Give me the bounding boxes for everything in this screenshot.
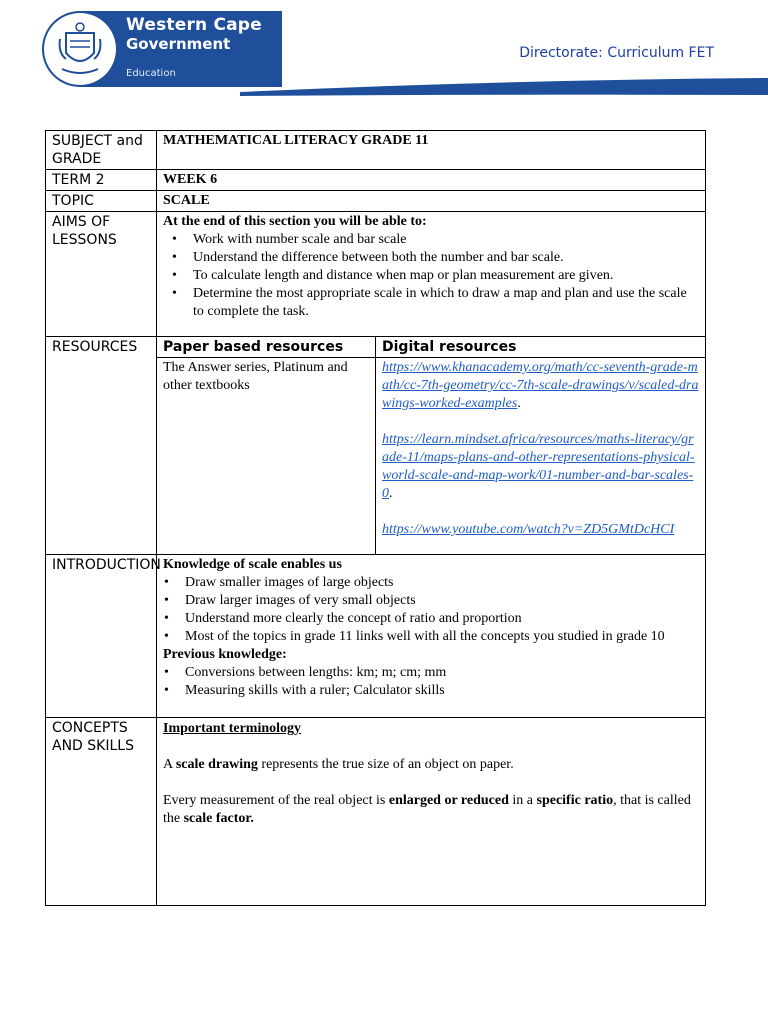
- introduction-content: [157, 555, 706, 718]
- youtube-link[interactable]: https://www.youtube.com/watch?v=ZD5GMtDcHCI: [382, 522, 675, 537]
- concepts-content: [157, 718, 706, 906]
- concepts-label: CONCEPTS AND SKILLS: [46, 718, 157, 906]
- logo-line2: Government: [126, 35, 231, 53]
- aims-heading: At the end of this section you will be able to:: [163, 214, 427, 229]
- row-aims: [46, 212, 706, 337]
- paper-resources-header: Paper based resources: [157, 337, 376, 358]
- aims-content: [157, 212, 706, 337]
- aim-item: • Work with number scale and bar scale: [193, 231, 699, 249]
- row-term: [46, 170, 706, 191]
- aim-item: • Determine the most appropriate scale in which to draw a map and plan and use the scale to complete the task.: [193, 285, 699, 321]
- wcg-logo: [42, 11, 282, 87]
- row-topic: [46, 191, 706, 212]
- introduction-label: INTRODUCTION: [46, 555, 157, 718]
- page-header: [0, 0, 768, 100]
- row-introduction: [46, 555, 706, 718]
- topic-value: SCALE: [157, 191, 706, 212]
- logo-line1: Western Cape: [126, 15, 262, 35]
- subject-value: MATHEMATICAL LITERACY GRADE 11: [157, 131, 706, 170]
- mindset-link[interactable]: https://learn.mindset.africa/resources/maths-literacy/grade-11/maps-plans-and-other-representations-physical-world-scale-and-map-work/01-number-and-bar-scales-0: [382, 432, 695, 501]
- scale-factor-definition: Every measurement of the real object is enlarged or reduced in a specific ratio, that is called the scale factor.: [163, 793, 691, 826]
- row-concepts: [46, 718, 706, 906]
- previous-knowledge-item: • Measuring skills with a ruler; Calculator skills: [185, 682, 699, 700]
- term-value: WEEK 6: [157, 170, 706, 191]
- logo-line3: Education: [126, 68, 176, 79]
- terminology-heading: Important terminology: [163, 721, 302, 736]
- coat-of-arms-icon: [56, 19, 104, 79]
- digital-resources: https://www.khanacademy.org/math/cc-seventh-grade-math/cc-7th-geometry/cc-7th-scale-drawings/v/scaled-drawings-worked-examples. https://learn.mindset.africa/resources/maths-literacy/grade-11/maps-plans-and-other-representations-physical-world-scale-and-map-work/01-number-and-bar-scales-0. https://www.youtube.com/watch?v=ZD5GMtDcHCI: [376, 358, 706, 555]
- previous-knowledge-heading: Previous knowledge:: [163, 647, 287, 662]
- intro-item: • Understand more clearly the concept of ratio and proportion: [185, 610, 699, 628]
- paper-resources: The Answer series, Platinum and other textbooks: [157, 358, 376, 555]
- previous-knowledge-list: [163, 664, 699, 700]
- aim-item: • Understand the difference between both the number and bar scale.: [193, 249, 699, 267]
- aim-item: • To calculate length and distance when map or plan measurement are given.: [193, 267, 699, 285]
- aims-list: [163, 231, 699, 321]
- intro-list: [163, 574, 699, 646]
- scale-drawing-definition: A scale drawing represents the true size of an object on paper.: [163, 757, 514, 772]
- previous-knowledge-item: • Conversions between lengths: km; m; cm; mm: [185, 664, 699, 682]
- subject-label: SUBJECT and GRADE: [46, 131, 157, 170]
- intro-item: • Draw larger images of very small objects: [185, 592, 699, 610]
- row-subject: [46, 131, 706, 170]
- intro-heading: Knowledge of scale enables us: [163, 557, 342, 572]
- aims-label: AIMS OF LESSONS: [46, 212, 157, 337]
- khan-academy-link[interactable]: https://www.khanacademy.org/math/cc-seventh-grade-math/cc-7th-geometry/cc-7th-scale-drawings/v/scaled-drawings-worked-examples: [382, 360, 699, 411]
- term-label: TERM 2: [46, 170, 157, 191]
- directorate-title: Directorate: Curriculum FET: [519, 45, 714, 61]
- lesson-table: [45, 130, 706, 906]
- topic-label: TOPIC: [46, 191, 157, 212]
- digital-resources-header: Digital resources: [376, 337, 706, 358]
- resources-label: RESOURCES: [46, 337, 157, 555]
- intro-item: • Draw smaller images of large objects: [185, 574, 699, 592]
- intro-item: • Most of the topics in grade 11 links well with all the concepts you studied in grade 10: [185, 628, 699, 646]
- row-resources-header: [46, 337, 706, 358]
